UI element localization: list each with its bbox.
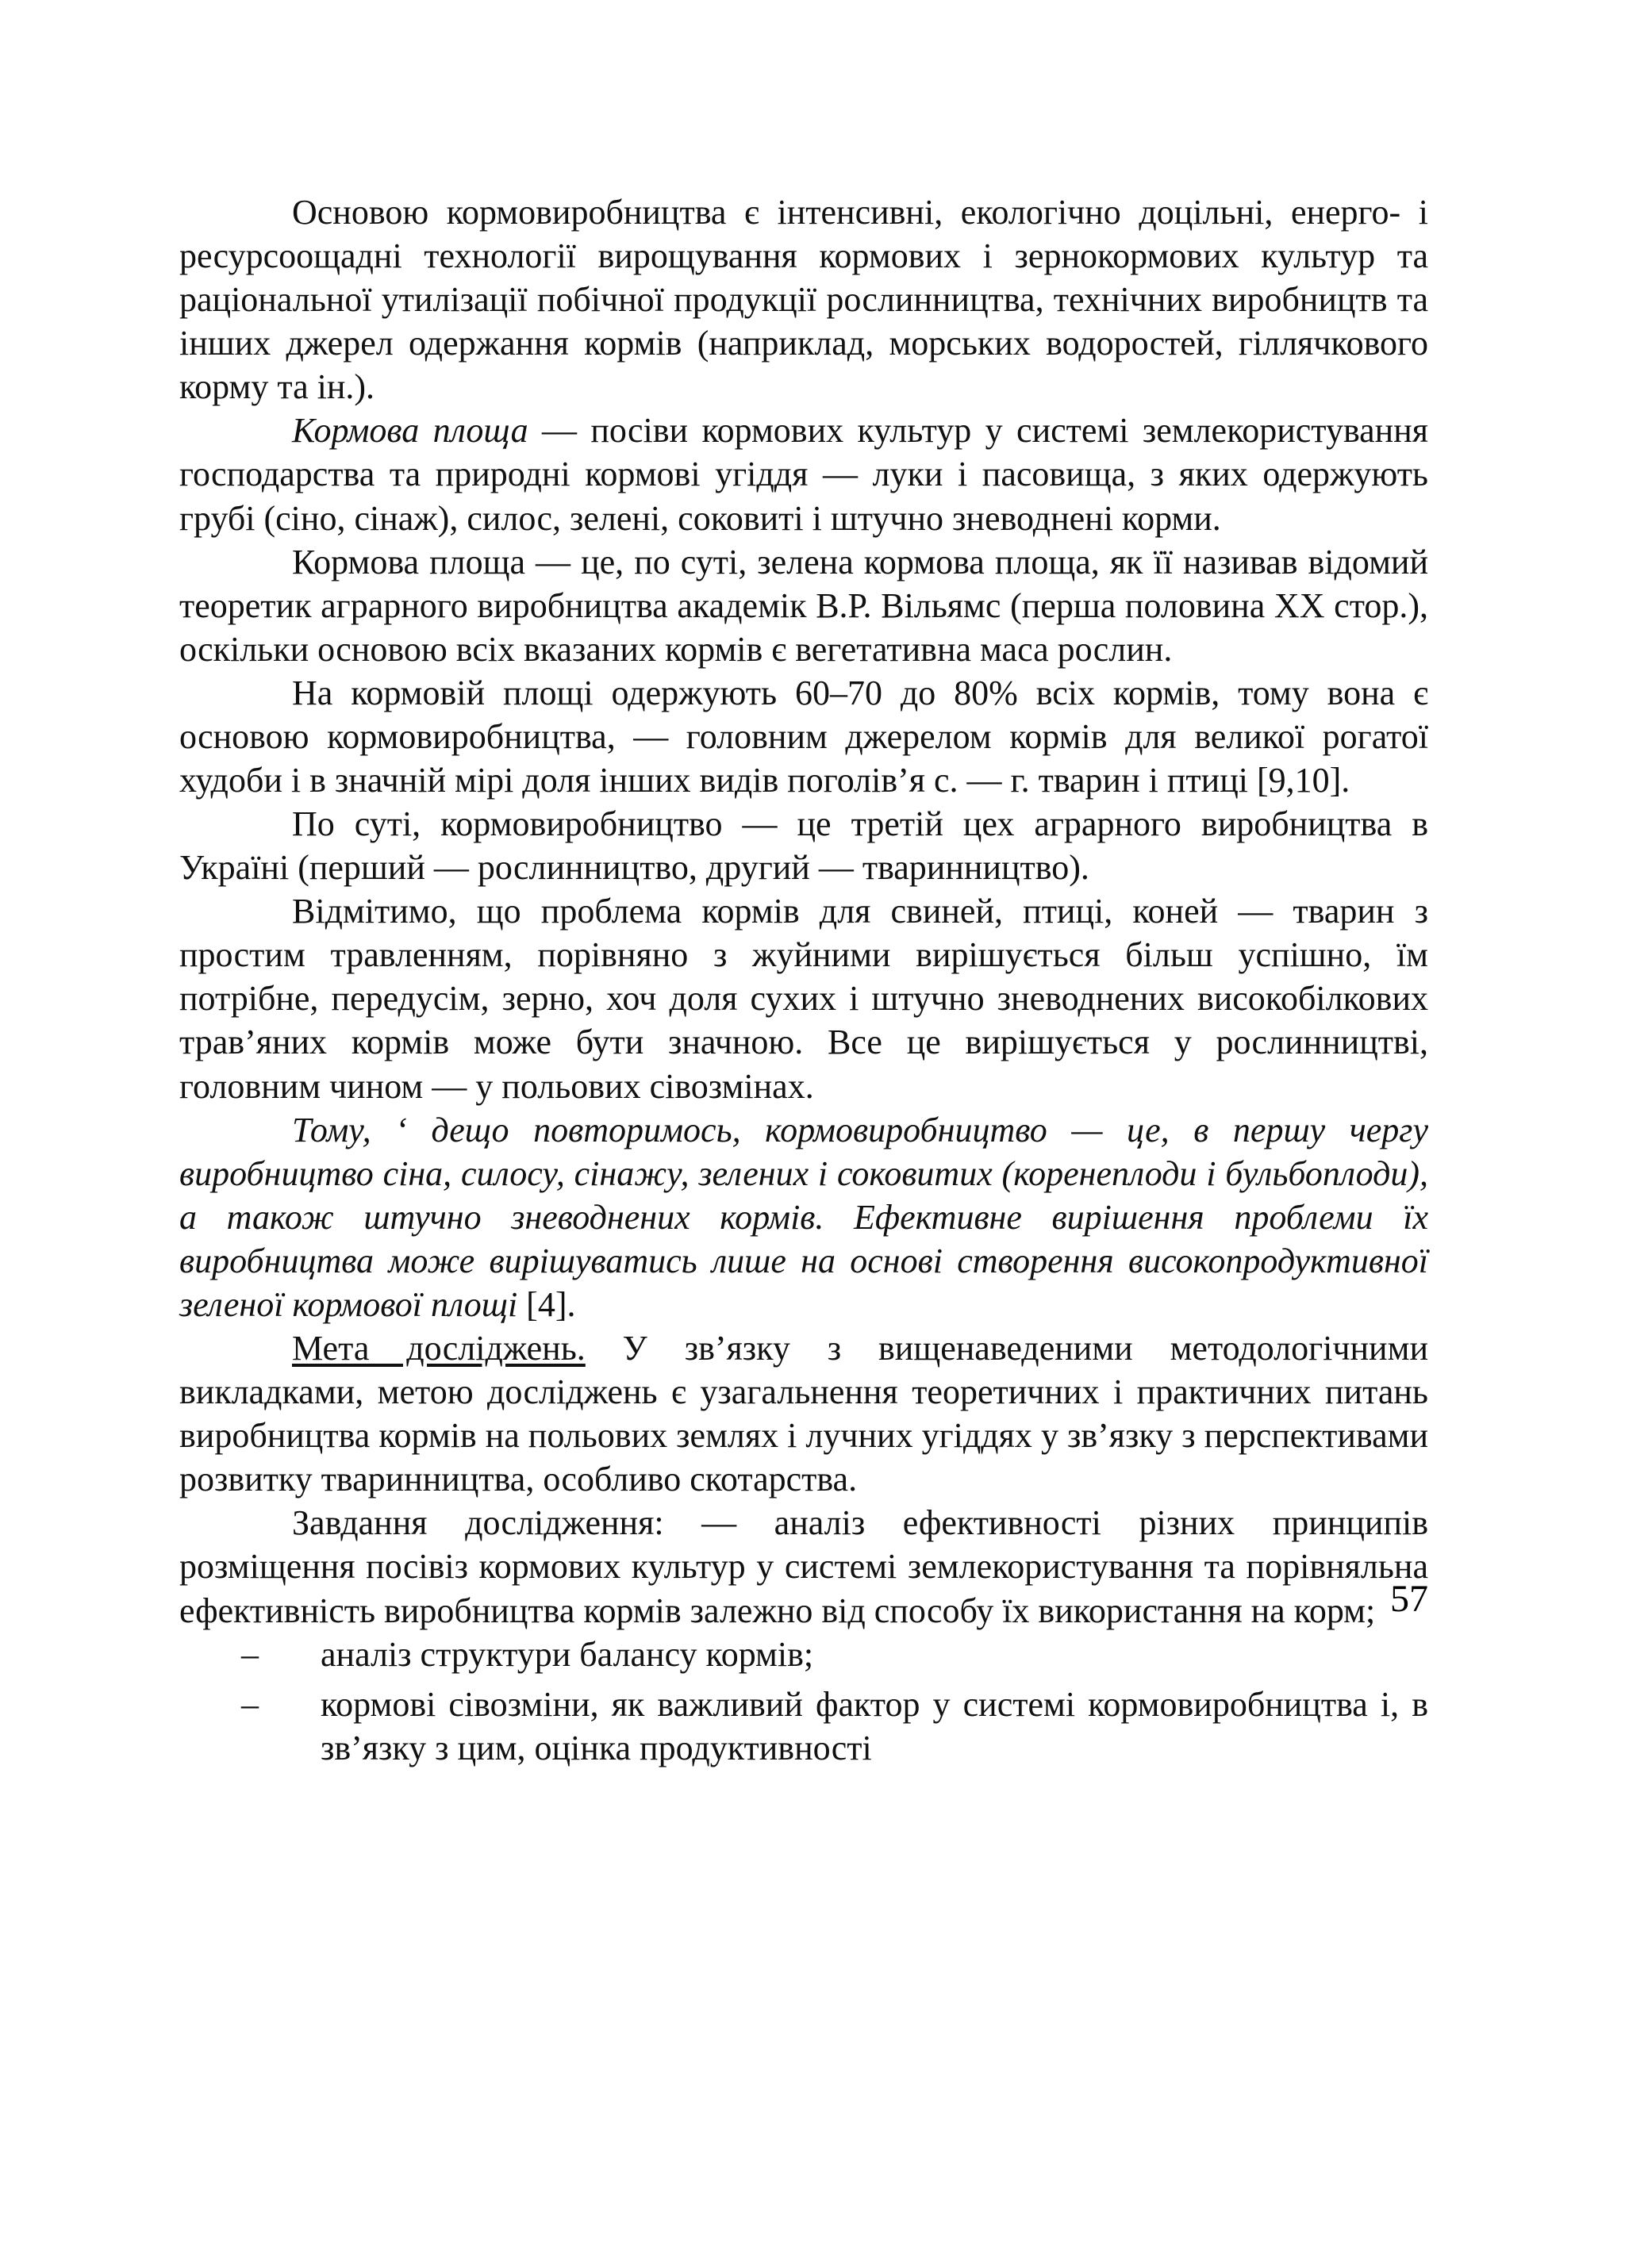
page-body [179, 190, 1428, 1770]
dash-marker: – [241, 1684, 259, 1724]
list-item [179, 1633, 1428, 1676]
citation-ref: [4]. [517, 1284, 576, 1324]
paragraph-3: Кормова площа — це, по суті, зелена кормова площа, як її називав відомий теоретик аграрного виробництва академік В.Р. Вільямс (перша половина XX стор.), оскільки основою всіх вказаних кормів є вегетативна маса рослин. [179, 542, 1428, 669]
dash-marker: – [241, 1634, 259, 1674]
research-goal-heading: Мета досліджень. [292, 1329, 586, 1368]
paragraph-4: На кормовій площі одержують 60–70 до 80% всіх кормів, тому вона є основою кормовиробництва, — головним джерелом кормів для великої рогатої худоби і в значній мірі доля інших видів поголів’я с. — г. тварин і птиці [9,10]. [179, 673, 1428, 800]
page-number: 57 [1390, 1578, 1428, 1620]
list-item-text: аналіз структури балансу кормів; [321, 1634, 814, 1674]
paragraph-2-text: — посіви кормових культур у системі землекористування господарства та природні кормові угіддя — луки і пасовища, з яких одержують грубі (сіно, сінаж), силос, зелені, соковиті і штучно зневоднені корми. [179, 411, 1428, 538]
italic-statement: Тому, ‘ дещо повторимось, кормовиробництво — це, в першу чергу виробництво сіна, силосу, сінажу, зелених і соковитих (коренеплоди і бульбоплоди), а також штучно зневоднених кормів. Ефективне вирішення проблеми їх виробництва може вирішуватись лише на основі створення високопродуктивної зеленої кормової площі [179, 1110, 1428, 1324]
paragraph-5: По суті, кормовиробництво — це третій цех аграрного виробництва в Україні (перший — рослинництво, другий — тваринництво). [179, 804, 1428, 888]
paragraph-9: Завдання дослідження: — аналіз ефективності різних принципів розміщення посівіз кормових культур у системі землекористування та порівняльна ефективність виробництва кормів залежно від способу їх використання на корм; [179, 1503, 1428, 1630]
paragraph-8-text: У зв’язку з вищенаведеними методологічними викладками, метою досліджень є узагальнення теоретичних і практичних питань виробництва кормів на польових землях і лучних угіддях у зв’язку з перспективами розвитку тваринництва, особливо скотарства. [179, 1329, 1428, 1499]
paragraph-2 [179, 409, 1428, 539]
paragraph-7 [179, 1108, 1428, 1326]
term-feed-area: Кормова площа [292, 411, 528, 451]
paragraph-8 [179, 1326, 1428, 1501]
paragraph-1: Основою кормовиробництва є інтенсивні, екологічно доцільні, енерго- і ресурсоощадні технології вирощування кормових і зернокормових культур та раціональної утилізації побічної продукції рослинництва, технічних виробництв та інших джерел одержання кормів (наприклад, морських водоростей, гіллячкового корму та ін.). [179, 193, 1428, 407]
paragraph-6: Відмітимо, що проблема кормів для свиней, птиці, коней — тварин з простим травленням, порівняно з жуйними вирішується більш успішно, їм потрібне, передусім, зерно, хоч доля сухих і штучно зневоднених високобілкових трав’яних кормів може бути значною. Все це вирішується у рослинництві, головним чином — у польових сівозмінах. [179, 892, 1428, 1106]
list-item-text: кормові сівозміни, як важливий фактор у системі кормовиробництва і, в зв’язку з цим, оцінка продуктивності [321, 1684, 1428, 1767]
list-item [179, 1683, 1428, 1770]
task-list [179, 1633, 1428, 1770]
